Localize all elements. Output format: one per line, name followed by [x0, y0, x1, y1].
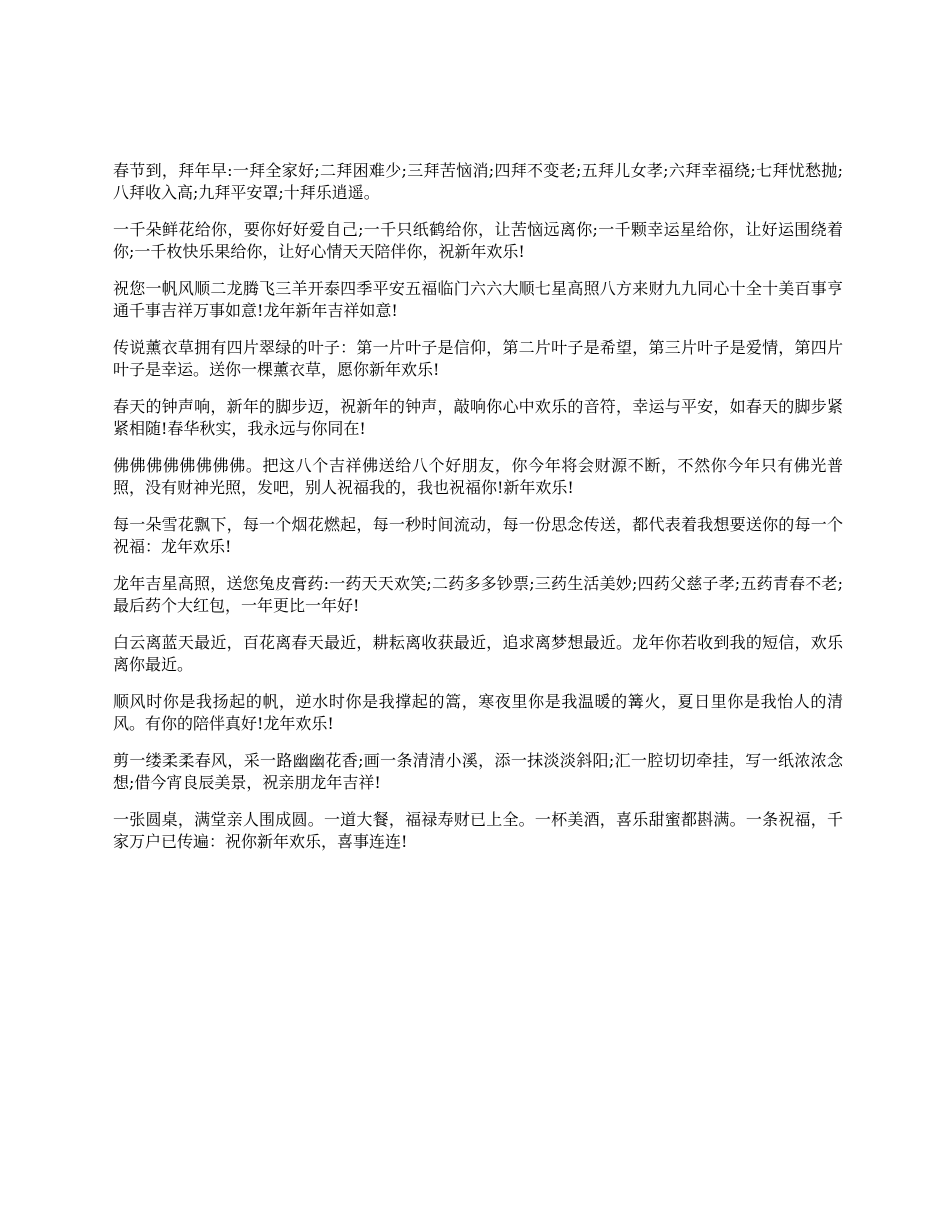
- paragraph-6: 佛佛佛佛佛佛佛佛。把这八个吉祥佛送给八个好朋友，你今年将会财源不断，不然你今年只有佛光普照，没有财神光照，发吧，别人祝福我的，我也祝福你!新年欢乐!: [113, 456, 843, 497]
- paragraph-9: 白云离蓝天最近，百花离春天最近，耕耘离收获最近，追求离梦想最近。龙年你若收到我的短信，欢乐离你最近。: [113, 633, 843, 674]
- paragraph-7: 每一朵雪花飘下，每一个烟花燃起，每一秒时间流动，每一份思念传送，都代表着我想要送你的每一个祝福：龙年欢乐!: [113, 515, 843, 556]
- paragraph-5: 春天的钟声响，新年的脚步迈，祝新年的钟声，敲响你心中欢乐的音符，幸运与平安，如春天的脚步紧紧相随!春华秋实，我永远与你同在!: [113, 397, 843, 438]
- paragraph-1: 春节到，拜年早:一拜全家好;二拜困难少;三拜苦恼消;四拜不变老;五拜儿女孝;六拜幸福绕;七拜忧愁抛;八拜收入高;九拜平安罩;十拜乐逍遥。: [113, 161, 843, 202]
- paragraph-12: 一张圆桌，满堂亲人围成圆。一道大餐，福禄寿财已上全。一杯美酒，喜乐甜蜜都斟满。一条祝福，千家万户已传遍：祝你新年欢乐，喜事连连!: [113, 810, 843, 851]
- document-body: [113, 160, 843, 868]
- paragraph-8: 龙年吉星高照，送您兔皮膏药:一药天天欢笑;二药多多钞票;三药生活美妙;四药父慈子孝;五药青春不老;最后药个大红包，一年更比一年好!: [113, 574, 843, 615]
- paragraph-10: 顺风时你是我扬起的帆，逆水时你是我撑起的篙，寒夜里你是我温暖的篝火，夏日里你是我怡人的清风。有你的陪伴真好!龙年欢乐!: [113, 692, 843, 733]
- paragraph-11: 剪一缕柔柔春风，采一路幽幽花香;画一条清清小溪，添一抹淡淡斜阳;汇一腔切切牵挂，写一纸浓浓念想;借今宵良辰美景，祝亲朋龙年吉祥!: [113, 751, 843, 792]
- paragraph-4: 传说薰衣草拥有四片翠绿的叶子：第一片叶子是信仰，第二片叶子是希望，第三片叶子是爱情，第四片叶子是幸运。送你一棵薰衣草，愿你新年欢乐!: [113, 338, 843, 379]
- paragraph-2: 一千朵鲜花给你，要你好好爱自己;一千只纸鹤给你，让苦恼远离你;一千颗幸运星给你，让好运围绕着你;一千枚快乐果给你，让好心情天天陪伴你，祝新年欢乐!: [113, 220, 843, 261]
- paragraph-3: 祝您一帆风顺二龙腾飞三羊开泰四季平安五福临门六六大顺七星高照八方来财九九同心十全十美百事亨通千事吉祥万事如意!龙年新年吉祥如意!: [113, 279, 843, 320]
